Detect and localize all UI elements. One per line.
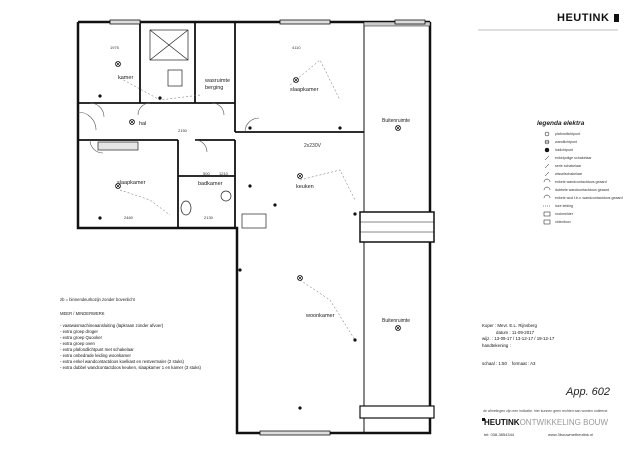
room-label-wasruimte: wasruimte: [205, 78, 231, 84]
legend-symbols: [543, 132, 551, 224]
heutink-logo-text: HEUTINK: [557, 12, 610, 24]
legend-item: wandlichtpunt: [555, 140, 577, 144]
notes-item: - extra enkel wandcontactdoos koelkast en restvermaler (2 stuks): [60, 359, 184, 364]
footer-brand: [484, 418, 608, 427]
dimension-2150: 2150: [178, 128, 187, 133]
notes-list: [60, 323, 201, 371]
datum-value: 11-09-2017: [511, 329, 535, 335]
disclaimer: de afmetingen zijn een indicatie, hier kunnen geen rechten aan worden ontleend: [483, 409, 608, 413]
room-label-kamer: kamer: [118, 75, 134, 81]
legend-item: enkele wandcontactdoos geaard: [555, 180, 607, 184]
legend-item: rookmelder: [555, 212, 573, 216]
notes-item: - extra groep droger: [60, 329, 98, 334]
room-label-woonkamer: woonkamer: [306, 313, 335, 319]
legend-item: serie schakelaar: [555, 164, 582, 168]
apartment-number: App. 602: [566, 386, 611, 398]
handtekening-label: handtekening :: [482, 342, 511, 348]
footer-brand-bold: HEUTINK: [484, 418, 520, 427]
legend-item: enkelpolige schakelaar: [555, 156, 592, 160]
wijz-label: wijz. :: [482, 336, 493, 341]
formaat-label: formaat :: [511, 361, 530, 366]
wijz-value: 13-09-17 / 13-12-17 / 19-12-17: [494, 336, 555, 341]
notes-item: - extra groep oven: [60, 341, 95, 346]
light-points: [116, 62, 401, 331]
dimension-1975: 1975: [110, 45, 119, 50]
room-label-hal: hal: [139, 121, 147, 127]
notes-legend-line: zb = binnendeurkozijn zonder bovenlicht: [60, 297, 135, 302]
dimension-2130: 2130: [204, 215, 213, 220]
notes-heading: MEER / MINDERWERK: [60, 311, 105, 316]
room-label-buitenruimte-bottom: Buitenruimte: [382, 318, 411, 324]
dimension-1210: 1210: [219, 171, 228, 176]
legend-item: wisselschakelaar: [555, 172, 583, 176]
footer-website[interactable]: www.3bouwmetheutink.nl: [548, 432, 594, 437]
dimension-500: 500: [203, 171, 210, 176]
footer-brand-light: ONTWIKKELING BOUW: [519, 418, 609, 427]
dimension-4110: 4110: [292, 45, 301, 50]
dimension-2460: 2460: [124, 215, 133, 220]
room-label-badkamer: badkamer: [198, 181, 223, 187]
header-logo: [557, 12, 619, 24]
schaal-value: 1:50: [498, 361, 507, 366]
heutink-logo-icon: [614, 14, 619, 22]
terrace-borders: [360, 22, 434, 433]
room-label-slaapkamer-left: slaapkamer: [117, 180, 146, 186]
notes-item: - extra dubbel wandcontactdoos keuken, slaapkamer 1 en kamer (3 stuks): [60, 365, 201, 370]
notes-item: - vaatwasmachineaansluiting (lapkraan zonder afvoer): [60, 323, 164, 328]
legend-list: [555, 132, 623, 228]
formaat-value: A3: [530, 361, 536, 366]
legend-item: loslichtpunt: [555, 148, 573, 152]
notes-item: - extra plafondlichtpunt met schakelaar: [60, 347, 134, 352]
notes-item: - extra onbedrade leiding woonkamer: [60, 353, 131, 358]
legend-title: legenda elektra: [537, 120, 585, 127]
room-label-slaapkamer-top: slaapkamer: [290, 87, 319, 93]
schaal-label: schaal :: [482, 361, 498, 366]
footer-phone: tel: 038-3854344: [484, 432, 515, 437]
legend-item: plafondlichtpunt: [555, 132, 581, 136]
room-label-keuken: keuken: [296, 184, 314, 190]
info-block: [482, 323, 554, 368]
datum-label: datum :: [496, 329, 511, 335]
legend-item: loze leiding: [555, 204, 573, 208]
dimension-2x230v: 2x230V: [304, 143, 321, 149]
legend-item: enkele wcd t.b.v. wandcontactdoos geaard: [555, 196, 623, 200]
koper-label: Koper :: [482, 323, 497, 328]
koper-value: Mevr. E.L. Rijnsberg: [497, 323, 537, 328]
legend-item: videofoon: [555, 220, 571, 224]
legend-item: dubbele wandcontactdoos geaard: [555, 188, 609, 192]
room-label-berging: berging: [205, 85, 224, 91]
room-label-buitenruimte-top: Buitenruimte: [382, 118, 411, 124]
notes-item: - extra groep Quooker: [60, 335, 103, 340]
